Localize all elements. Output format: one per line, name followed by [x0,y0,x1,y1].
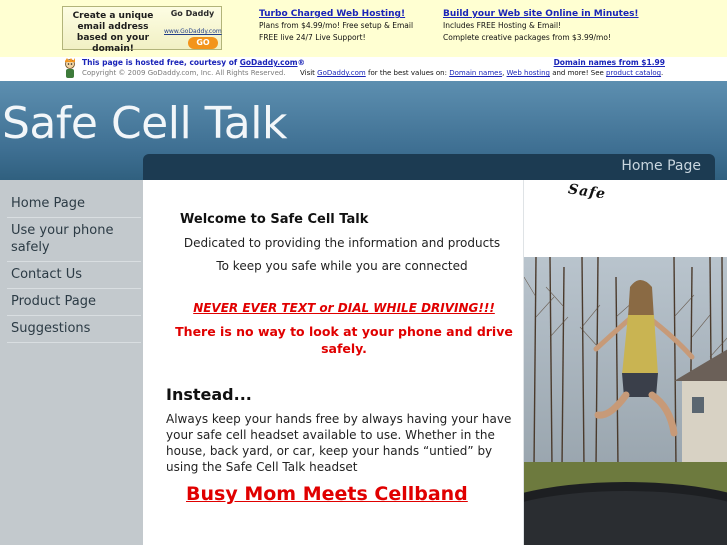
sidebar-item-home[interactable]: Home Page [7,180,141,218]
hosting-strip [0,57,727,81]
site-title: Safe Cell Talk [2,98,287,149]
trampoline-photo [524,257,727,545]
ad-image-text: Create a unique email address based on your domain! [72,11,154,54]
visit-text: and more! See [549,69,607,77]
tagline-line: To keep you safe while you are connected [216,259,468,273]
ad-go-button[interactable]: GO [188,37,218,49]
godaddy-ad-image[interactable] [62,6,222,54]
visit-text: Visit [300,69,318,77]
right-column [523,180,727,545]
driving-warning-detail: There is no way to look at your phone and drive safely. [175,324,513,356]
nav-home-page[interactable]: Home Page [621,158,701,174]
godaddy-mascot-icon [62,58,78,80]
ad-hosting-line: Plans from $4.99/mo! Free setup & Email [259,21,414,30]
period-text: . [661,69,664,77]
site-header [0,81,727,180]
sidebar-item-suggestions[interactable]: Suggestions [7,316,141,343]
ad-website-link[interactable]: Build your Web site Online in Minutes! [443,9,639,19]
sidebar-nav [0,180,143,545]
ad-column-hosting [259,8,437,44]
instead-paragraph: Always keep your hands free by always having your have your safe cell headset available to use. Whether in the house, back yard, or car, keep your hands “untied” by using the Safe Cell Talk headset [166,412,512,474]
web-hosting-link[interactable]: Web hosting [506,69,550,77]
safe-banner-text: Safe [567,181,608,203]
godaddy-logo: Go Daddy [170,9,215,18]
hosted-free-text: This page is hosted free, courtesy of [82,58,240,67]
registered-mark: ® [297,58,306,67]
visit-godaddy-link[interactable]: GoDaddy.com [317,69,366,77]
domain-names-link[interactable]: Domain names from $1.99 [553,58,665,67]
top-nav-bar [143,154,715,180]
ad-logo-url: www.GoDaddy.com [164,28,222,35]
sidebar-item-use-phone-safely[interactable]: Use your phone safely [7,218,141,262]
hosted-free-notice [82,58,305,68]
instead-heading: Instead... [166,385,252,404]
welcome-heading: Welcome to Safe Cell Talk [180,212,369,227]
ad-website-line: Includes FREE Hosting & Email! [443,21,562,30]
busy-mom-cellband-link[interactable]: Busy Mom Meets Cellband [186,483,468,505]
product-catalog-link[interactable]: product catalog [606,69,662,77]
driving-warning: NEVER EVER TEXT or DIAL WHILE DRIVING!!! [193,301,495,315]
godaddy-link[interactable]: GoDaddy.com [239,58,298,67]
ad-hosting-link[interactable]: Turbo Charged Web Hosting! [259,9,406,19]
sidebar-item-contact-us[interactable]: Contact Us [7,262,141,289]
sidebar-item-product-page[interactable]: Product Page [7,289,141,316]
separator-text: , [502,69,507,77]
visit-notice [300,68,663,78]
ad-banner [0,0,727,57]
domain-names-catalog-link[interactable]: Domain names [449,69,503,77]
tagline-line: Dedicated to providing the information and products [183,236,501,250]
main-content [143,180,523,545]
visit-text: for the best values on: [365,69,450,77]
ad-hosting-line: FREE live 24/7 Live Support! [259,33,366,42]
ad-website-line: Complete creative packages from $3.99/mo! [443,33,611,42]
copyright-text: Copyright © 2009 GoDaddy.com, Inc. All Rights Reserved. [82,69,286,77]
ad-column-website [443,8,643,44]
